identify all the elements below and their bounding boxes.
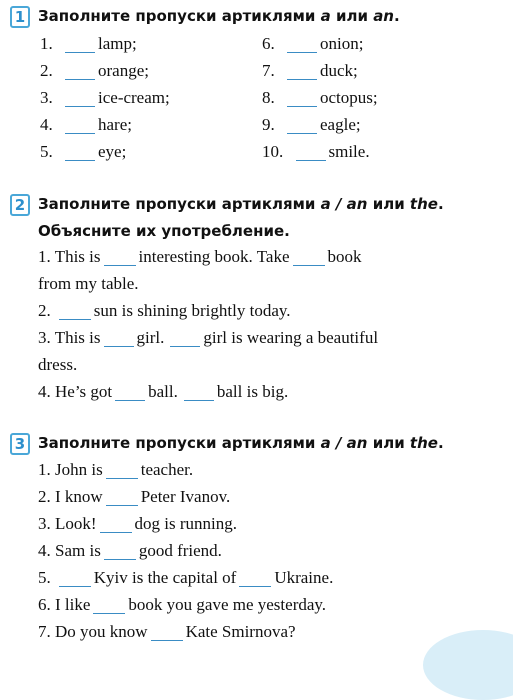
heading-article: a / an [320,434,368,452]
sentence-text: dog is running. [134,514,238,533]
sentence [38,460,193,480]
sentence-text: 5. [38,568,51,587]
sentence-text: 4. He’s got [38,382,113,401]
sentence-text: interesting book. Take [138,247,290,266]
answer-blank[interactable] [287,90,317,107]
answer-blank[interactable] [100,516,132,533]
item-number: 4. [40,115,53,134]
answer-blank[interactable] [151,624,183,641]
item-number: 3. [40,88,53,107]
sentence [38,622,296,642]
sentence-text: from my table. [38,274,139,293]
item-number: 7. [262,61,275,80]
sentence-text: ball. [148,382,178,401]
sentence-text: 6. I like [38,595,91,614]
item-number: 10. [262,142,284,161]
sentence-text: Peter Ivanov. [140,487,231,506]
item-number: 8. [262,88,275,107]
item-number: 1. [40,34,53,53]
heading-text: . [437,195,444,213]
sentence-text: Ukraine. [274,568,334,587]
sentence-text: 3. Look! [38,514,97,533]
answer-blank[interactable] [59,303,91,320]
answer-blank[interactable] [184,384,214,401]
exercise-subheading: Объясните их употребление. [38,222,290,240]
sentence [38,247,362,267]
sentence-text: 3. This is [38,328,101,347]
answer-blank[interactable] [287,36,317,53]
answer-blank[interactable] [65,144,95,161]
item-word: lamp; [98,34,137,53]
list-item [40,88,170,108]
sentence [38,355,77,375]
heading-text: Заполните пропуски артиклями [38,434,321,452]
list-item [262,88,378,108]
answer-blank[interactable] [104,249,136,266]
sentence-text: sun is shining brightly today. [93,301,291,320]
answer-blank[interactable] [287,117,317,134]
list-item [262,142,370,162]
sentence-text: 1. John is [38,460,103,479]
sentence-text: 1. This is [38,247,101,266]
answer-blank[interactable] [104,543,136,560]
heading-article: an [373,7,394,25]
item-number: 6. [262,34,275,53]
answer-blank[interactable] [239,570,271,587]
answer-blank[interactable] [59,570,91,587]
answer-blank[interactable] [106,489,138,506]
item-word: ice-cream; [98,88,170,107]
sentence-text: dress. [38,355,78,374]
heading-article: the [409,434,438,452]
sentence-text: Kate Smirnova? [185,622,296,641]
sentence [38,301,291,321]
heading-text: . [394,7,400,25]
answer-blank[interactable] [170,330,200,347]
list-item [262,61,358,81]
sentence-text: Kyiv is the capital of [93,568,237,587]
item-word: orange; [98,61,149,80]
sentence [38,487,230,507]
heading-article: the [409,195,438,213]
sentence-text: 7. Do you know [38,622,148,641]
answer-blank[interactable] [65,117,95,134]
sentence [38,595,326,615]
heading-text: Заполните пропуски артиклями [38,7,321,25]
exercise-number-badge: 2 [10,194,30,216]
answer-blank[interactable] [65,36,95,53]
item-number: 9. [262,115,275,134]
item-word: octopus; [320,88,378,107]
sentence-text: girl is wearing a beautiful [203,328,379,347]
sentence [38,274,139,294]
list-item [262,115,361,135]
item-word: eye; [98,142,127,161]
exercise-number-badge: 1 [10,6,30,28]
heading-article: a [320,7,331,25]
item-word: duck; [320,61,358,80]
sentence-text: 4. Sam is [38,541,101,560]
heading-text: или [367,434,410,452]
sentence-text: ball is big. [216,382,289,401]
answer-blank[interactable] [287,63,317,80]
heading-article: a / an [320,195,368,213]
sentence-text: good friend. [138,541,222,560]
sentence-text: 2. [38,301,51,320]
item-number: 2. [40,61,53,80]
exercise-number-badge: 3 [10,433,30,455]
heading-text: . [437,434,444,452]
sentence-text: book [327,247,362,266]
sentence [38,541,222,561]
answer-blank[interactable] [93,597,125,614]
exercise-heading [38,434,444,452]
answer-blank[interactable] [293,249,325,266]
item-word: onion; [320,34,364,53]
list-item [262,34,363,54]
sentence-text: book you gave me yesterday. [128,595,327,614]
list-item [40,142,126,162]
item-word: eagle; [320,115,361,134]
item-word: smile. [328,142,370,161]
answer-blank[interactable] [115,384,145,401]
list-item [40,34,137,54]
answer-blank[interactable] [296,144,326,161]
heading-text: или [330,7,374,25]
exercise-heading [38,7,400,25]
heading-text: Заполните пропуски артиклями [38,195,321,213]
sentence-text: girl. [136,328,165,347]
heading-text: или [367,195,410,213]
item-word: hare; [98,115,132,134]
decorative-corner [423,630,513,700]
answer-blank[interactable] [65,90,95,107]
list-item [40,61,149,81]
sentence [38,514,237,534]
answer-blank[interactable] [106,462,138,479]
item-number: 5. [40,142,53,161]
answer-blank[interactable] [65,63,95,80]
exercise-heading [38,195,444,213]
sentence-text: 2. I know [38,487,103,506]
sentence [38,328,378,348]
answer-blank[interactable] [104,330,134,347]
sentence [38,568,333,588]
sentence [38,382,288,402]
list-item [40,115,132,135]
sentence-text: teacher. [140,460,194,479]
